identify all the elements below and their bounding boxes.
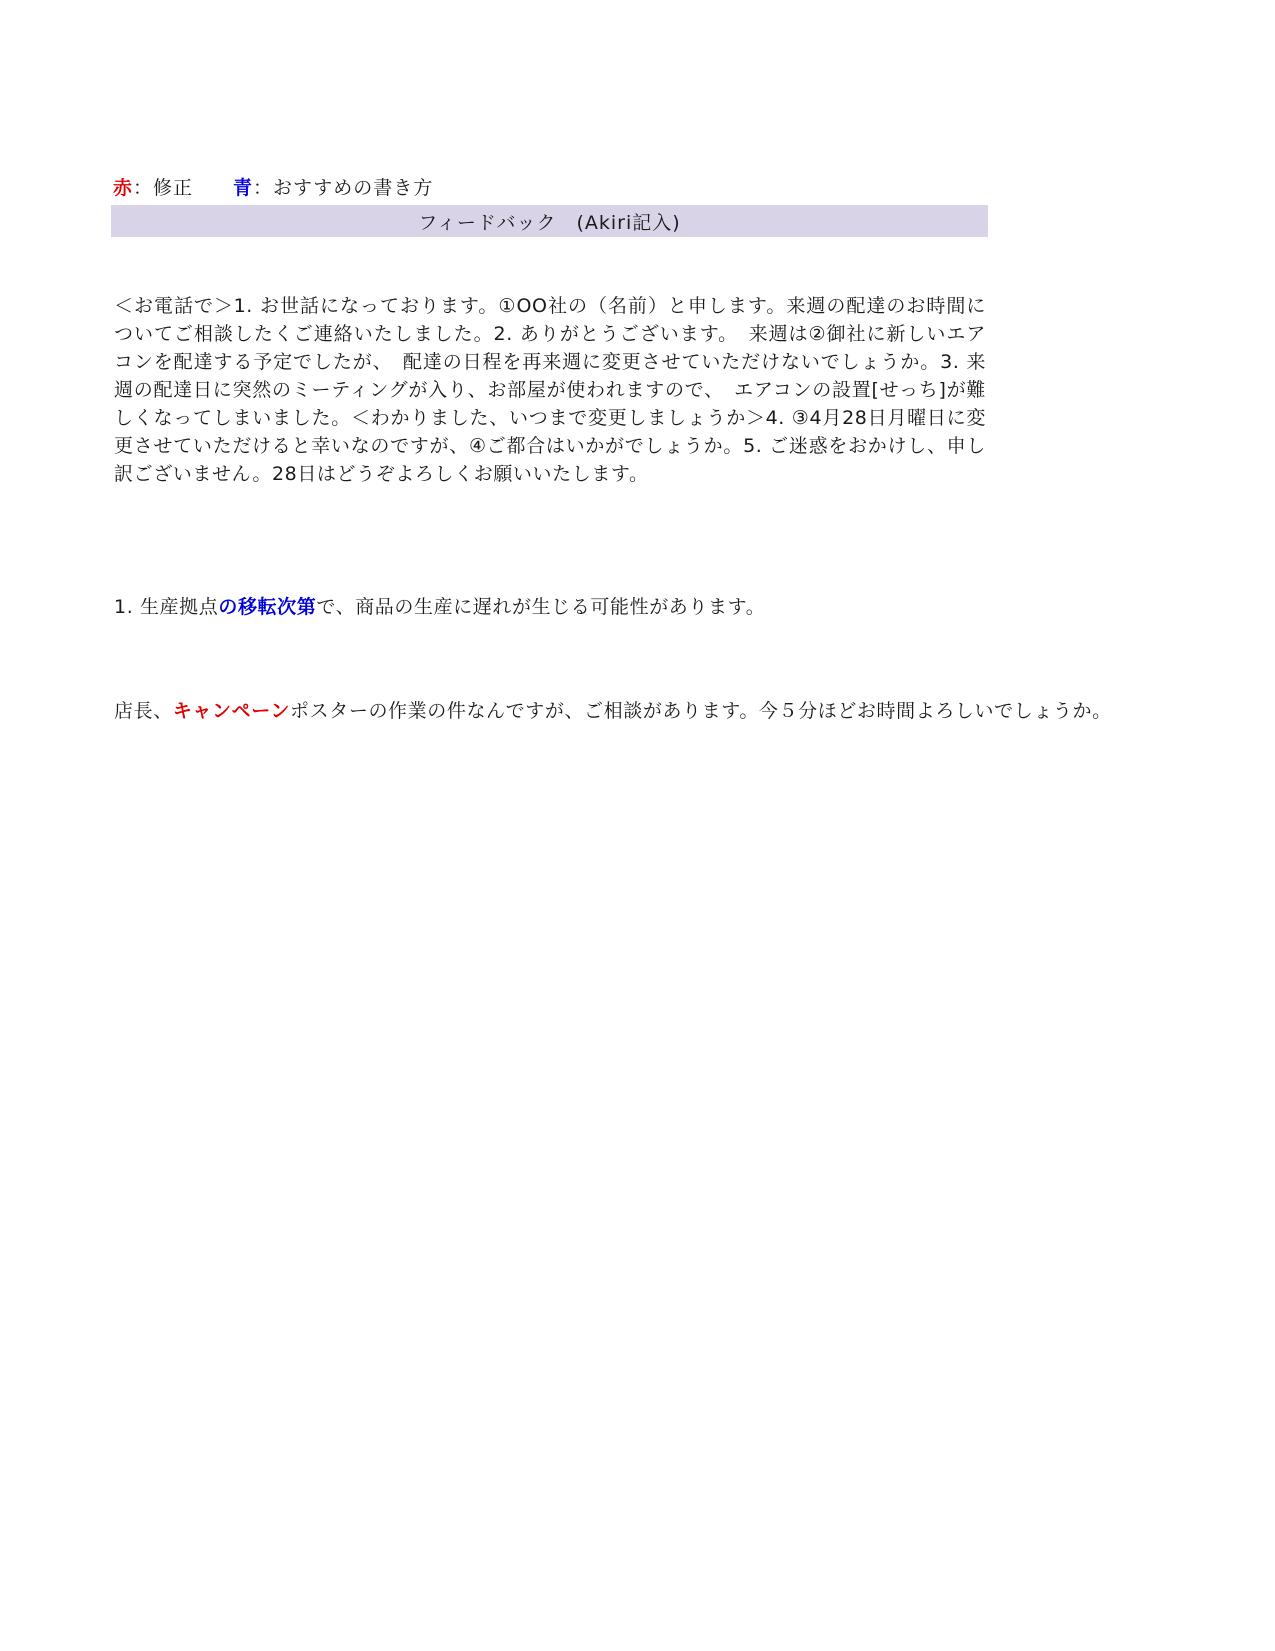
sentence-one-before: 1. 生産拠点 <box>114 596 219 618</box>
sentence-two-highlight: キャンペーン <box>172 700 291 722</box>
sentence-one-highlight: の移転次第 <box>218 596 317 618</box>
legend-blue-desc: ：おすすめの書き方 <box>253 177 434 199</box>
sentence-two <box>114 697 1112 725</box>
sentence-two-after: ポスターの作業の件なんですが、ご相談があります。今５分ほどお時間よろしいでしょうか。 <box>290 700 1112 722</box>
sentence-one <box>114 593 765 621</box>
legend-blue-key: 青 <box>233 177 254 199</box>
sentence-two-before: 店長、 <box>114 700 173 722</box>
feedback-header <box>111 205 988 237</box>
sentence-one-after: で、商品の生産に遅れが生じる可能性があります。 <box>316 596 766 618</box>
legend-red-key: 赤 <box>113 177 134 199</box>
feedback-header-title: フィードバック (Akiri記入) <box>418 211 681 234</box>
sentence-two-cell <box>114 697 1112 727</box>
legend-red-desc: ：修正 <box>133 177 194 199</box>
phone-message-paragraph: ＜お電話で＞1. お世話になっております。①OO社の（名前）と申します。来週の配達のお時間についてご相談したくご連絡いたしました。2. ありがとうございます。 来週は②御社に新しいエアコンを配達する予定でしたが、 配達の日程を再来週に変更させていただけないでしょうか。3. 来週の配達日に突然のミーティングが入り、お部屋が使われますので、 エアコンの設置[せっち]が難しくなってしまいました。＜わかりました、いつまで変更しましょうか＞4. ③4月28日月曜日に変更させていただけると幸いなのですが、④ご都合はいかがでしょうか。5. ご迷惑をおかけし、申し訳ございません。28日はどうぞよろしくお願いいたします。 <box>114 295 986 485</box>
color-legend <box>113 176 433 200</box>
